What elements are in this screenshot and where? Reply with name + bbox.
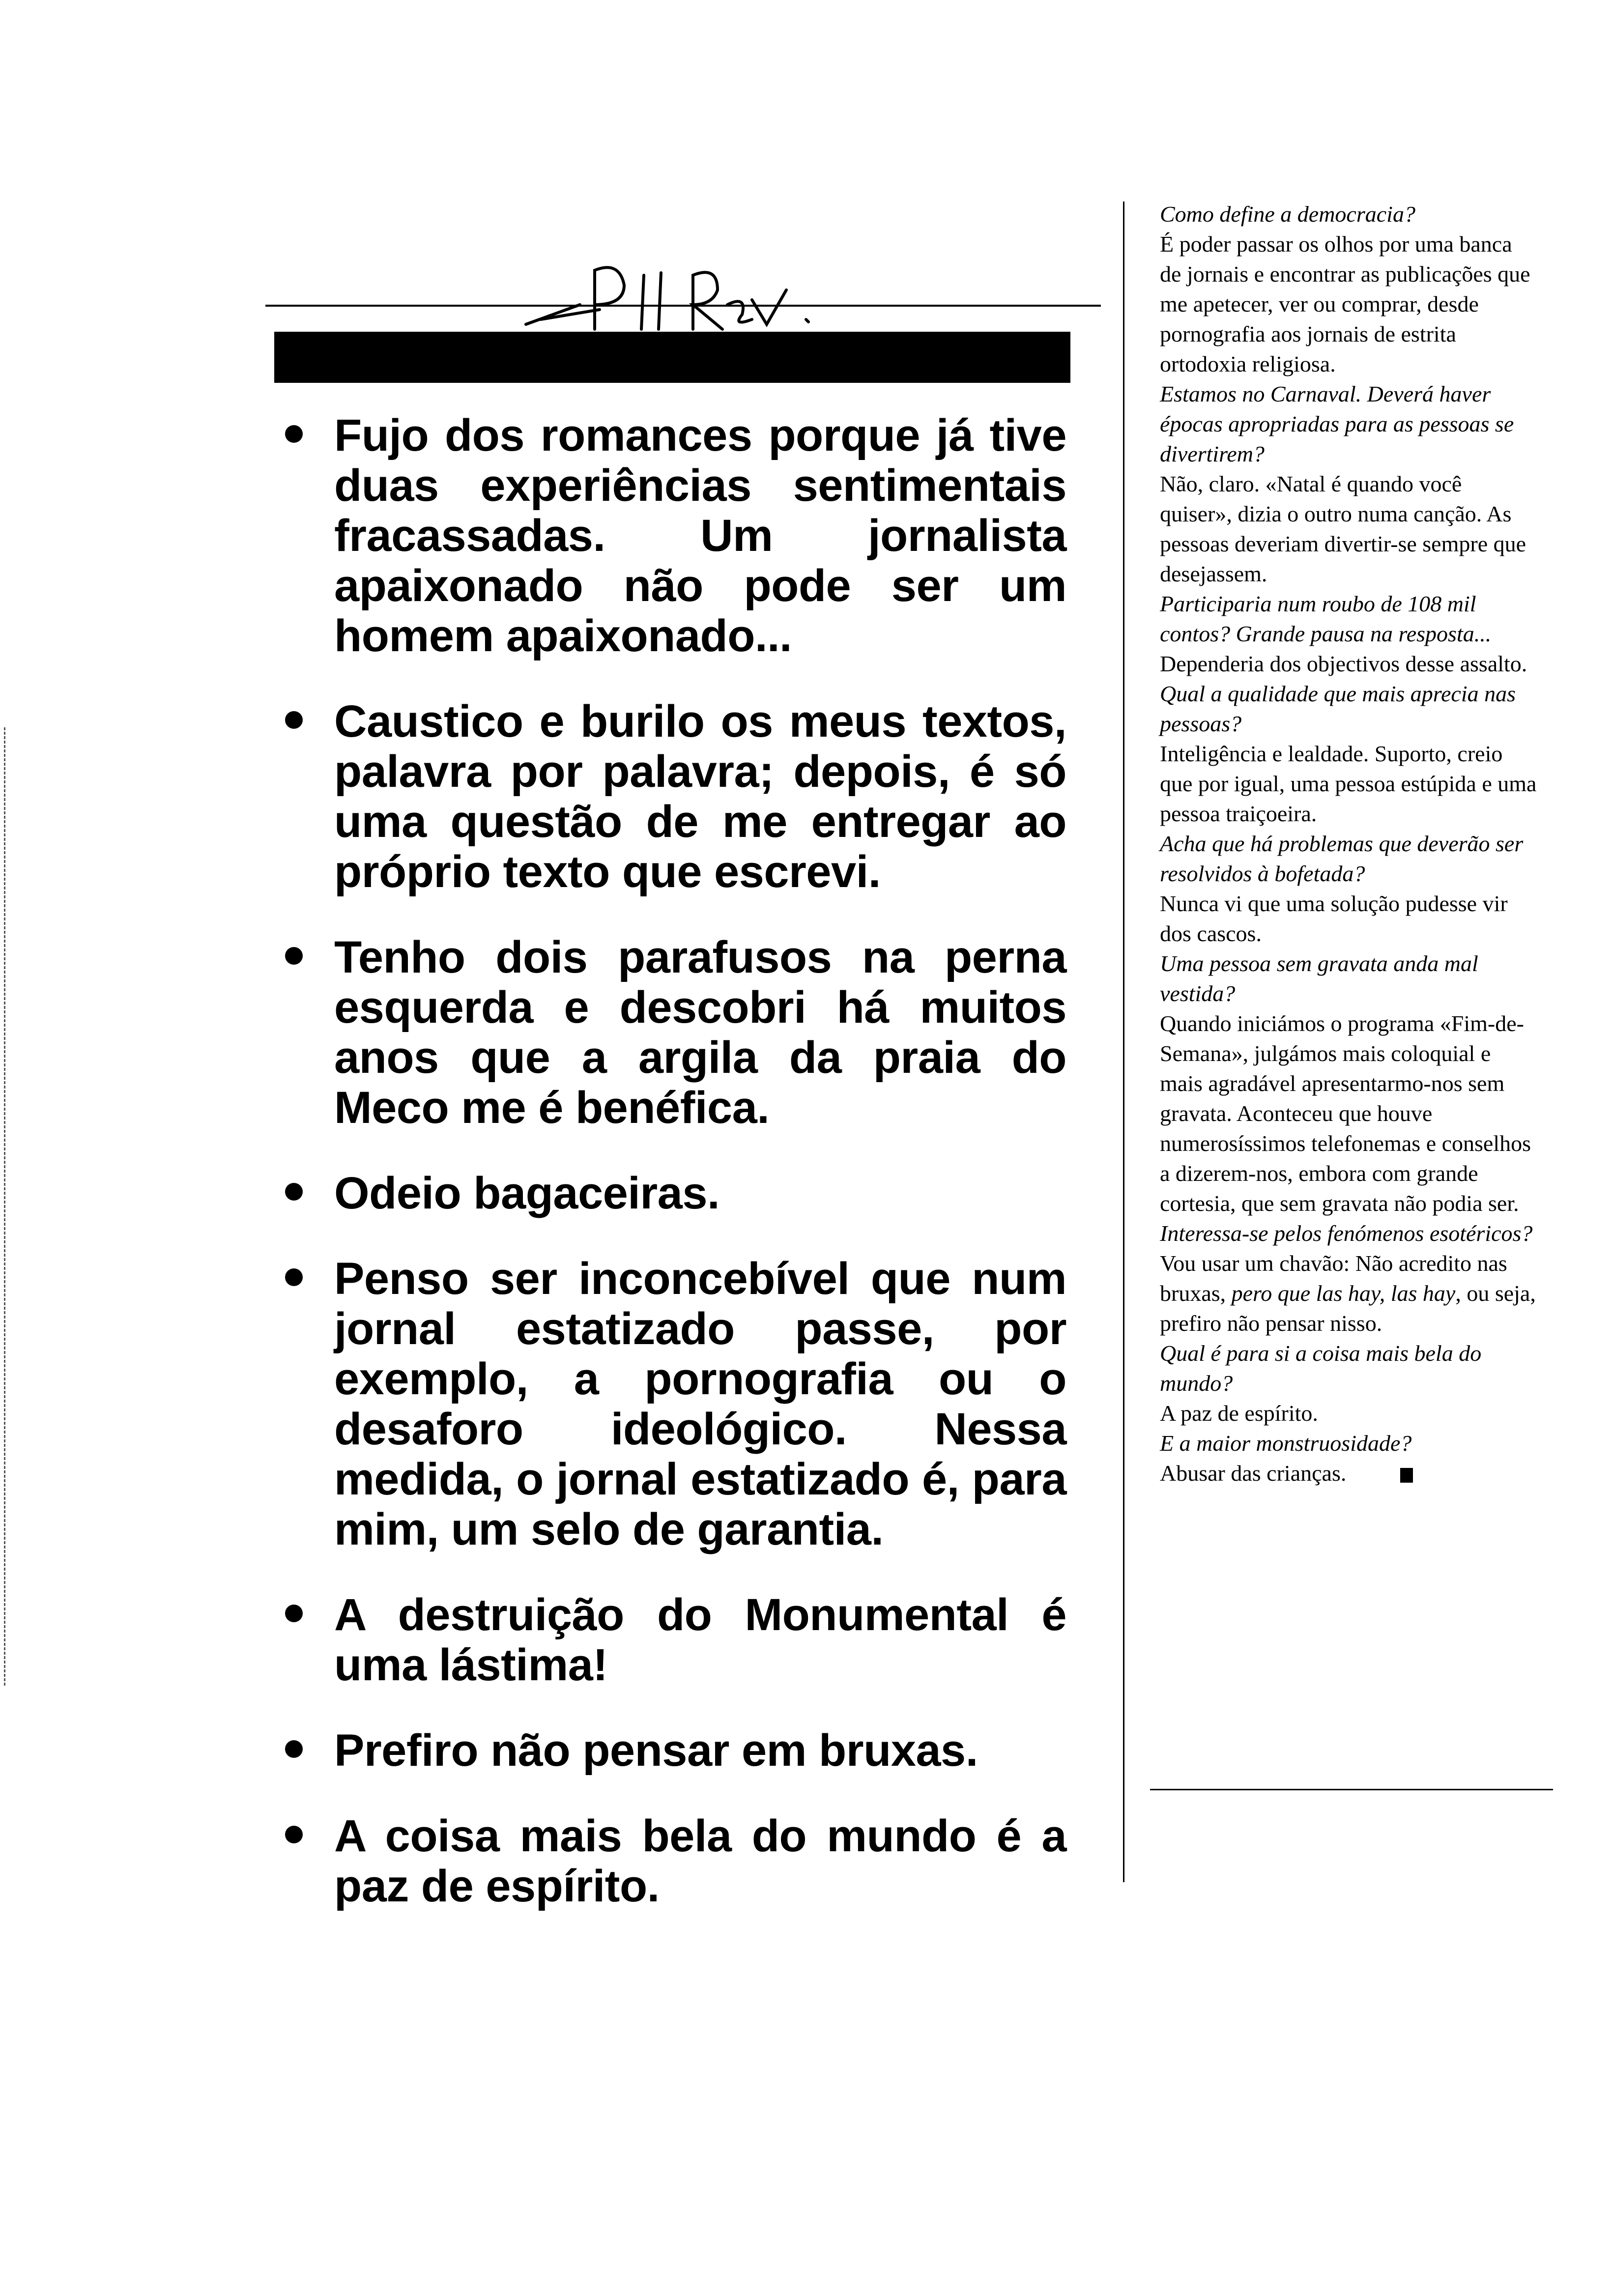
- interview-answer: [1160, 1458, 1538, 1488]
- list-item-text: Caustico e burilo os meus textos, palavra por palavra; depois, é só uma questão de me entregar ao próprio texto que escrevi.: [334, 696, 1066, 897]
- header-black-bar: [274, 332, 1070, 383]
- handwritten-annotation: [521, 246, 826, 334]
- column-divider: [1123, 201, 1124, 1882]
- list-item: [280, 1811, 1066, 1911]
- answer-text: Abusar das crianças.: [1160, 1461, 1347, 1486]
- interview-question: Como define a democracia?: [1160, 201, 1415, 227]
- interview-question: Participaria num roubo de 108 mil contos? Grande pausa na resposta...: [1160, 591, 1492, 646]
- list-item: [280, 1254, 1066, 1554]
- answer-text: Vou usar um chavão: Não acredito nas bruxas,: [1160, 1251, 1507, 1306]
- interview-answer: [1160, 1248, 1538, 1338]
- list-item-text: Tenho dois parafusos na perna esquerda e descobri há muitos anos que a argila da praia do Meco me é benéfica.: [334, 932, 1066, 1133]
- interview-question: Acha que há problemas que deverão ser resolvidos à bofetada?: [1160, 831, 1524, 886]
- list-item: [280, 410, 1066, 661]
- interview-answer: Dependeria dos objectivos desse assalto.: [1160, 651, 1527, 676]
- bullet-icon: [285, 947, 303, 965]
- interview-question: Qual a qualidade que mais aprecia nas pessoas?: [1160, 681, 1516, 736]
- bullet-icon: [285, 1826, 303, 1843]
- interview-column: [1160, 199, 1538, 1488]
- handwritten-signature-icon: [521, 246, 826, 334]
- interview-question: Estamos no Carnaval. Deverá haver épocas apropriadas para as pessoas se divertirem?: [1160, 381, 1514, 466]
- answer-quote: pero que las hay, las hay: [1231, 1281, 1456, 1306]
- list-item-text: A destruição do Monumental é uma lástima!: [334, 1590, 1066, 1690]
- interview-question: Interessa-se pelos fenómenos esotéricos?: [1160, 1221, 1533, 1246]
- interview-question: Uma pessoa sem gravata anda mal vestida?: [1160, 951, 1478, 1006]
- bullet-icon: [285, 1268, 303, 1286]
- end-of-article-icon: [1400, 1468, 1413, 1483]
- list-item-text: Penso ser inconcebível que num jornal estatizado passe, por exemplo, a pornografia ou o desaforo ideológico. Nessa medida, o jornal estatizado é, para mim, um selo de garantia.: [334, 1254, 1066, 1554]
- list-item-text: Odeio bagaceiras.: [334, 1168, 720, 1218]
- interview-question: Qual é para si a coisa mais bela do mundo?: [1160, 1341, 1482, 1396]
- bullet-icon: [285, 711, 303, 729]
- interview-answer: Não, claro. «Natal é quando você quiser», dizia o outro numa canção. As pessoas deveriam divertir-se sempre que desejassem.: [1160, 471, 1526, 586]
- interview-answer: Nunca vi que uma solução pudesse vir dos cascos.: [1160, 891, 1508, 946]
- list-item: [280, 1725, 1066, 1776]
- list-item: [280, 932, 1066, 1133]
- bullet-icon: [285, 1605, 303, 1622]
- top-rule: [265, 305, 1101, 307]
- bottom-rule: [1150, 1789, 1553, 1790]
- list-item-text: Fujo dos romances porque já tive duas experiências sentimentais fracassadas. Um jornalista apaixonado não pode ser um homem apaixonado...: [334, 410, 1066, 661]
- list-item: [280, 1590, 1066, 1690]
- interview-answer: É poder passar os olhos por uma banca de jornais e encontrar as publicações que me apetecer, ver ou comprar, desde pornografia aos jornais de estrita ortodoxia religiosa.: [1160, 231, 1530, 376]
- scan-margin-marks: [4, 727, 12, 1686]
- bullet-icon: [285, 1183, 303, 1201]
- interview-answer: Inteligência e lealdade. Suporto, creio que por igual, uma pessoa estúpida e uma pessoa traiçoeira.: [1160, 741, 1537, 826]
- bullet-icon: [285, 1740, 303, 1758]
- list-item-text: A coisa mais bela do mundo é a paz de espírito.: [334, 1811, 1066, 1911]
- list-item: [280, 1168, 1066, 1218]
- list-item-text: Prefiro não pensar em bruxas.: [334, 1725, 978, 1776]
- interview-answer: A paz de espírito.: [1160, 1401, 1318, 1426]
- left-column: [280, 410, 1066, 1947]
- list-item: [280, 696, 1066, 897]
- interview-question: E a maior monstruosidade?: [1160, 1431, 1412, 1456]
- bullet-icon: [285, 425, 303, 443]
- answer-text: , ou seja, prefiro não pensar nisso.: [1160, 1281, 1536, 1336]
- interview-answer: Quando iniciámos o programa «Fim-de-Semana», julgámos mais coloquial e mais agradável apresentarmo-nos sem gravata. Aconteceu que houve numerosíssimos telefonemas e conselhos a dizerem-nos, embora com grande cortesia, que sem gravata não podia ser.: [1160, 1011, 1531, 1216]
